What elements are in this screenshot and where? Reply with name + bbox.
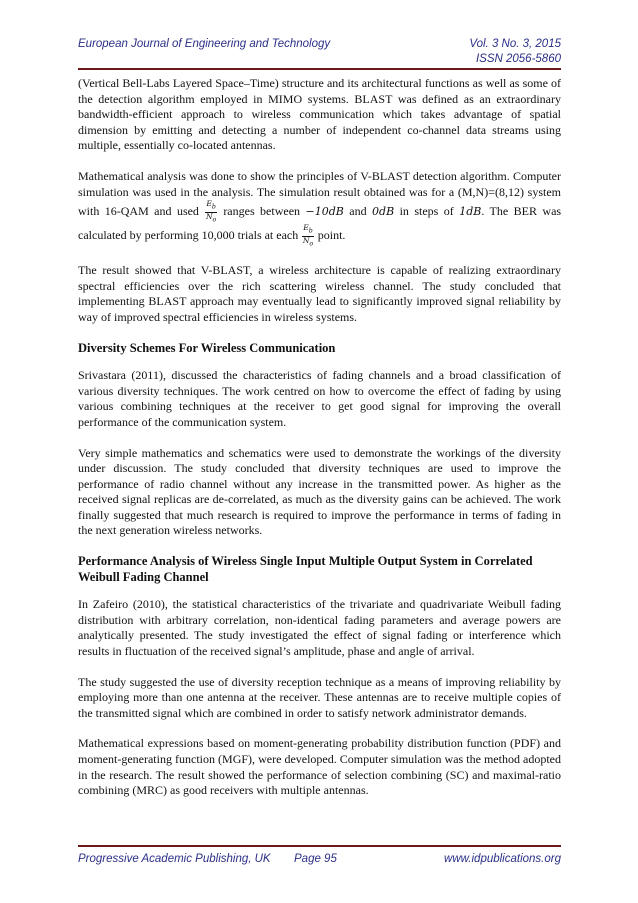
paragraph-vblast-analysis: Mathematical analysis was done to show the principles of V-BLAST detection algorithm. Computer simulation was used in the analysis. The simulation result obtained was for a (M,N)=(8,12) system with 16-QAM and used $\frac{E_b}{N_o}$ ranges between −10dB and 0dB in steps of 1dB. The BER was calculated by performing 10,000 trials at each $\frac{E_b}{N_o}$ point. [78,168,562,248]
issn: ISSN 2056-5860 [475,53,561,65]
website-link[interactable]: www.idpublications.org [444,853,561,865]
publisher: Progressive Academic Publishing, UK [78,853,271,865]
section-heading: Performance Analysis of Wireless Single Input Multiple Output System in Correlated Weibull Fading Channel [78,554,533,584]
page-number: Page 95 [294,853,337,865]
article-body [78,76,561,814]
paragraph: Mathematical expressions based on moment-generating probability distribution function (PDF) and moment-generating function (MGF), were developed. Computer simulation was the method adopted in the research. The result showed the performance of selection combining (SC) and maximal-ratio combining (MRC) as good receivers with multiple antennas. [78,736,561,798]
volume-info: Vol. 3 No. 3, 2015 [469,38,561,50]
page-footer [78,845,561,868]
section-heading: Diversity Schemes For Wireless Communication [78,340,336,355]
eb-no-fraction: $\frac{E_b}{N_o}$ [302,223,314,248]
paragraph: In Zafeiro (2010), the statistical characteristics of the trivariate and quadrivariate Weibull fading distribution with arbitrary correlation, non-identical fading parameters and average powers are analytically presented. The study investigated the effect of signal fading or interference which results in fluctuation of the received signal’s amplitude, phase and angle of arrival. [78,597,561,659]
eb-no-fraction: $\frac{E_b}{N_o}$ [205,199,217,224]
paragraph: (Vertical Bell-Labs Layered Space–Time) structure and its architectural functions as well as some of the detection algorithm employed in MIMO systems. BLAST was defined as an extraordinary bandwidth-efficient approach to wireless communication which takes advantage of spatial dimension by emitting and detecting a number of independent co-channel data streams using multiple, essentially co-located antennas. [78,76,561,153]
paragraph: Very simple mathematics and schematics were used to demonstrate the workings of the diversity under discussion. The study concluded that diversity techniques are used to improve the performance of radio channel without any increase in the transmitted power. As higher as the received signal replicas are de-correlated, as much as the diversity gains can be achieved. The work finally suggested that much research is required to improve the performance in terms of fading in the next generation wireless networks. [78,445,561,538]
page-header [78,38,561,70]
paragraph: Srivastara (2011), discussed the characteristics of fading channels and a broad classification of various diversity techniques. The work centred on how to overcome the effect of fading by using various combining techniques at the receiver to get good signal for improving the overall performance of the communication system. [78,368,561,429]
paragraph: The result showed that V-BLAST, a wireless architecture is capable of realizing extraordinary spectral efficiencies over the rich scattering wireless channel. The study concluded that implementing BLAST approach may eventually lead to significantly improved signal reliability by way of improved spectral efficiencies in wireless systems. [78,263,561,324]
paragraph: The study suggested the use of diversity reception technique as a means of improving reliability by employing more than one antenna at the receiver. These antennas are to receive multiple copies of the transmitted signal which are combined in order to satisfy network administrator demands. [78,674,561,720]
journal-name: European Journal of Engineering and Technology [78,38,331,50]
